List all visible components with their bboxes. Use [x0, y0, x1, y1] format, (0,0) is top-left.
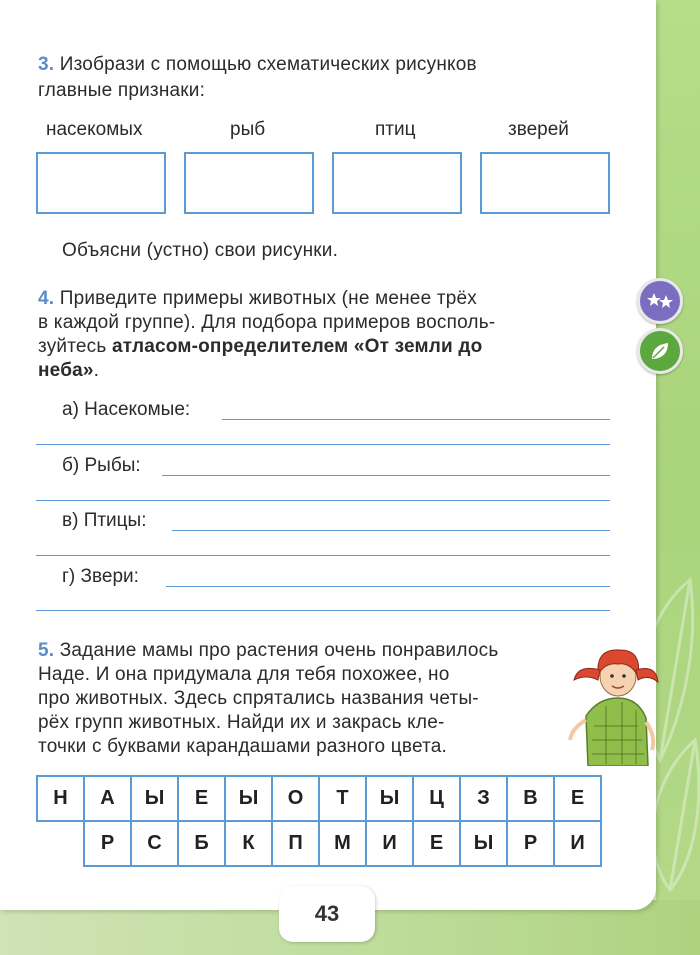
grid-cell[interactable]: Б — [178, 821, 225, 866]
letter-grid — [36, 775, 602, 867]
answer-line-beasts[interactable] — [166, 586, 610, 587]
grid-cell-empty — [37, 821, 84, 866]
answer-line-insects[interactable] — [222, 419, 610, 420]
grid-cell[interactable]: Ы — [366, 776, 413, 821]
grid-cell[interactable]: М — [319, 821, 366, 866]
grid-cell[interactable]: К — [225, 821, 272, 866]
label-fish: рыб — [230, 119, 266, 140]
grid-cell[interactable]: Ц — [413, 776, 460, 821]
grid-cell[interactable]: З — [460, 776, 507, 821]
task5-line3: про животных. Здесь спрятались названия четы- — [38, 688, 479, 709]
answer-line-birds-2[interactable] — [36, 555, 610, 556]
leaf-badge-icon — [637, 328, 683, 374]
grid-cell[interactable]: И — [554, 821, 601, 866]
label-birds: птиц — [375, 119, 416, 140]
drawing-box-birds[interactable] — [332, 152, 462, 214]
task4-line2: в каждой группе). Для подбора примеров восполь- — [38, 312, 496, 333]
item-insects-label: а) Насекомые: — [62, 399, 191, 420]
item-fish-label: б) Рыбы: — [62, 455, 141, 476]
label-insects: насекомых — [46, 119, 143, 140]
grid-row-1 — [37, 776, 601, 821]
task4-line3: зуйтесь атласом-определителем «От земли до — [38, 336, 483, 357]
task4-line1: 4. Приведите примеры животных (не менее трёх — [38, 288, 477, 309]
task5-line1: 5. Задание мамы про растения очень понравилось — [38, 640, 499, 661]
drawing-box-fish[interactable] — [184, 152, 314, 214]
task5-line5: точки с буквами карандашами разного цвета. — [38, 736, 448, 757]
grid-cell[interactable]: Е — [413, 821, 460, 866]
answer-line-insects-2[interactable] — [36, 444, 610, 445]
task3-line2: главные признаки: — [38, 80, 206, 101]
task5-line2: Наде. И она придумала для тебя похожее, но — [38, 664, 450, 685]
grid-cell[interactable]: Е — [554, 776, 601, 821]
task5-line4: рёх групп животных. Найди их и закрась кле- — [38, 712, 445, 733]
grid-cell[interactable]: Ы — [131, 776, 178, 821]
answer-line-birds[interactable] — [172, 530, 610, 531]
label-beasts: зверей — [508, 119, 569, 140]
grid-cell[interactable]: Н — [37, 776, 84, 821]
task3-explain: Объясни (устно) свои рисунки. — [62, 240, 339, 261]
grid-cell[interactable]: Р — [84, 821, 131, 866]
grid-cell[interactable]: Е — [178, 776, 225, 821]
grid-cell[interactable]: В — [507, 776, 554, 821]
grid-cell[interactable]: Ы — [460, 821, 507, 866]
grid-cell[interactable]: Ы — [225, 776, 272, 821]
stars-badge-icon — [637, 278, 683, 324]
drawing-box-beasts[interactable] — [480, 152, 610, 214]
item-beasts-label: г) Звери: — [62, 566, 139, 587]
grid-cell[interactable]: А — [84, 776, 131, 821]
grid-cell[interactable]: И — [366, 821, 413, 866]
task3-number: 3. — [38, 54, 55, 75]
drawing-box-insects[interactable] — [36, 152, 166, 214]
grid-cell[interactable]: О — [272, 776, 319, 821]
grid-cell[interactable]: Р — [507, 821, 554, 866]
item-birds-label: в) Птицы: — [62, 510, 147, 531]
page-number: 43 — [279, 886, 375, 942]
answer-line-fish-2[interactable] — [36, 500, 610, 501]
task3-line1: 3. Изобрази с помощью схематических рисунков — [38, 54, 477, 75]
task5-number: 5. — [38, 640, 55, 661]
answer-line-beasts-2[interactable] — [36, 610, 610, 611]
grid-cell[interactable]: Т — [319, 776, 366, 821]
grid-cell[interactable]: П — [272, 821, 319, 866]
answer-line-fish[interactable] — [162, 475, 610, 476]
girl-illustration — [568, 636, 660, 766]
task4-line4: неба». — [38, 360, 100, 381]
task4-number: 4. — [38, 288, 55, 309]
grid-cell[interactable]: С — [131, 821, 178, 866]
grid-row-2 — [37, 821, 601, 866]
